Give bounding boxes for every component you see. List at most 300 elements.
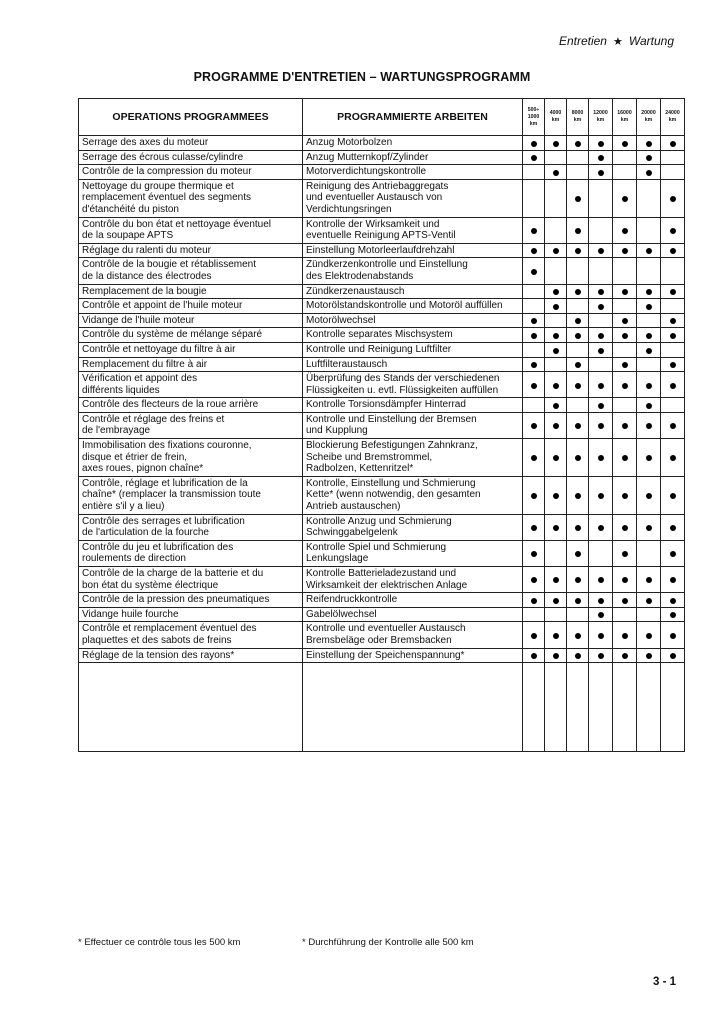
operation-fr-line: Contrôle, réglage et lubrification de la bbox=[82, 477, 248, 489]
bullet-icon bbox=[670, 598, 676, 604]
column-header-interval: 24000 km bbox=[661, 99, 685, 136]
interval-cell bbox=[567, 243, 589, 258]
bullet-icon bbox=[531, 525, 537, 531]
interval-cell bbox=[567, 622, 589, 648]
interval-cell bbox=[567, 398, 589, 413]
bullet-icon bbox=[598, 612, 604, 618]
interval-cell bbox=[567, 217, 589, 243]
operation-fr-line: de l'articulation de la fourche bbox=[82, 527, 209, 539]
interval-cell bbox=[613, 648, 637, 663]
interval-cell bbox=[661, 648, 685, 663]
operation-de-line: Kontrolle Batterieladezustand und bbox=[306, 568, 457, 579]
bullet-icon bbox=[598, 333, 604, 339]
bullet-icon bbox=[598, 525, 604, 531]
bullet-icon bbox=[646, 333, 652, 339]
interval-cell bbox=[545, 372, 567, 398]
interval-cell bbox=[567, 342, 589, 357]
interval-cell bbox=[661, 136, 685, 151]
operation-fr-line: Vidange huile fourche bbox=[82, 608, 179, 620]
bullet-icon bbox=[598, 304, 604, 310]
operation-de-line: Kontrolle und Einstellung der Bremsen bbox=[306, 413, 477, 425]
interval-cell bbox=[613, 313, 637, 328]
interval-cell bbox=[567, 439, 589, 477]
operation-de-line: Überprüfung des Stands der verschiedenen bbox=[306, 373, 500, 385]
operation-fr-cell bbox=[79, 328, 303, 343]
bullet-icon bbox=[598, 423, 604, 429]
bullet-icon bbox=[598, 289, 604, 295]
table-row bbox=[79, 243, 685, 258]
interval-cell bbox=[661, 284, 685, 299]
operation-de-cell bbox=[303, 514, 523, 540]
bullet-icon bbox=[575, 493, 581, 499]
bullet-icon bbox=[553, 304, 559, 310]
bullet-icon bbox=[531, 551, 537, 557]
bullet-icon bbox=[531, 633, 537, 639]
interval-cell bbox=[661, 514, 685, 540]
bullet-icon bbox=[622, 598, 628, 604]
interval-cell bbox=[523, 514, 545, 540]
bullet-icon bbox=[646, 348, 652, 354]
bullet-icon bbox=[670, 525, 676, 531]
bullet-icon bbox=[553, 653, 559, 659]
interval-cell bbox=[637, 313, 661, 328]
bullet-icon bbox=[553, 289, 559, 295]
operation-fr-cell bbox=[79, 412, 303, 438]
operation-de-line: Kontrolle und Reinigung Luftfilter bbox=[306, 343, 452, 355]
operation-fr-line: Contrôle de la compression du moteur bbox=[82, 166, 252, 178]
bullet-icon bbox=[622, 551, 628, 557]
operation-fr-cell bbox=[79, 258, 303, 284]
interval-cell bbox=[567, 567, 589, 593]
interval-cell bbox=[589, 150, 613, 165]
bullet-icon bbox=[670, 248, 676, 254]
interval-cell bbox=[523, 217, 545, 243]
operation-fr-cell bbox=[79, 622, 303, 648]
interval-cell bbox=[567, 648, 589, 663]
table-row bbox=[79, 342, 685, 357]
interval-cell bbox=[613, 299, 637, 314]
bullet-icon bbox=[670, 318, 676, 324]
interval-cell bbox=[637, 412, 661, 438]
operation-fr-line: différents liquides bbox=[82, 384, 160, 396]
bullet-icon bbox=[553, 348, 559, 354]
empty-cell bbox=[613, 663, 637, 752]
operation-de-line: Bremsbeläge oder Bremsbacken bbox=[306, 634, 452, 646]
empty-cell bbox=[79, 663, 303, 752]
interval-cell bbox=[567, 179, 589, 217]
empty-cell bbox=[545, 663, 567, 752]
interval-cell bbox=[523, 439, 545, 477]
interval-cell bbox=[545, 593, 567, 608]
page-number: 3 - 1 bbox=[652, 976, 676, 988]
operation-de-line: Anzug Motorbolzen bbox=[306, 137, 393, 148]
bullet-icon bbox=[646, 455, 652, 461]
interval-cell bbox=[637, 136, 661, 151]
bullet-icon bbox=[531, 653, 537, 659]
interval-cell bbox=[613, 243, 637, 258]
interval-cell bbox=[613, 412, 637, 438]
bullet-icon bbox=[531, 598, 537, 604]
interval-cell bbox=[523, 299, 545, 314]
interval-cell bbox=[613, 607, 637, 622]
operation-fr-cell bbox=[79, 136, 303, 151]
interval-cell bbox=[589, 593, 613, 608]
operation-fr-line: Contrôle et réglage des freins et bbox=[82, 413, 225, 425]
bullet-icon bbox=[531, 269, 537, 275]
interval-cell bbox=[545, 328, 567, 343]
interval-cell bbox=[589, 136, 613, 151]
interval-cell bbox=[545, 150, 567, 165]
interval-cell bbox=[589, 165, 613, 180]
interval-cell bbox=[613, 284, 637, 299]
operation-fr-cell bbox=[79, 179, 303, 217]
bullet-icon bbox=[553, 455, 559, 461]
interval-cell bbox=[637, 328, 661, 343]
interval-cell bbox=[661, 313, 685, 328]
interval-cell bbox=[523, 243, 545, 258]
interval-cell bbox=[661, 439, 685, 477]
interval-cell bbox=[545, 622, 567, 648]
table-header-row bbox=[79, 99, 685, 136]
operation-fr-line: Contrôle de la charge de la batterie et du bbox=[82, 568, 264, 579]
interval-cell bbox=[661, 165, 685, 180]
interval-cell bbox=[567, 593, 589, 608]
interval-cell bbox=[523, 150, 545, 165]
interval-cell bbox=[613, 328, 637, 343]
bullet-icon bbox=[598, 493, 604, 499]
operation-de-cell bbox=[303, 357, 523, 372]
interval-cell bbox=[567, 412, 589, 438]
operation-fr-line: roulements de direction bbox=[82, 553, 186, 565]
operation-de-cell bbox=[303, 179, 523, 217]
table-row bbox=[79, 607, 685, 622]
interval-cell bbox=[589, 258, 613, 284]
interval-cell bbox=[523, 284, 545, 299]
column-header-interval: 20000 km bbox=[637, 99, 661, 136]
bullet-icon bbox=[646, 423, 652, 429]
operation-de-line: Luftfilteraustausch bbox=[306, 358, 388, 370]
operation-de-cell bbox=[303, 243, 523, 258]
interval-cell bbox=[545, 284, 567, 299]
operation-fr-line: de la distance des électrodes bbox=[82, 270, 212, 282]
bullet-icon bbox=[575, 289, 581, 295]
interval-cell bbox=[661, 243, 685, 258]
operation-de-line: Kontrolle Torsionsdämpfer Hinterrad bbox=[306, 399, 466, 411]
bullet-icon bbox=[598, 653, 604, 659]
operation-fr-line: Immobilisation des fixations couronne, bbox=[82, 440, 252, 452]
interval-cell bbox=[637, 342, 661, 357]
table-row bbox=[79, 217, 685, 243]
bullet-icon bbox=[622, 289, 628, 295]
interval-cell bbox=[637, 357, 661, 372]
bullet-icon bbox=[646, 577, 652, 583]
interval-cell bbox=[523, 258, 545, 284]
operation-fr-line: Nettoyage du groupe thermique et bbox=[82, 180, 234, 192]
bullet-icon bbox=[553, 598, 559, 604]
bullet-icon bbox=[646, 383, 652, 389]
interval-cell bbox=[523, 136, 545, 151]
bullet-icon bbox=[598, 455, 604, 461]
operation-de-cell bbox=[303, 342, 523, 357]
interval-cell bbox=[545, 179, 567, 217]
interval-cell bbox=[589, 357, 613, 372]
interval-cell bbox=[523, 567, 545, 593]
interval-cell bbox=[589, 243, 613, 258]
interval-cell bbox=[567, 328, 589, 343]
bullet-icon bbox=[575, 196, 581, 202]
operation-de-line: Flüssigkeiten u. evtl. Flüssigkeiten auffüllen bbox=[306, 384, 499, 396]
bullet-icon bbox=[670, 493, 676, 499]
operation-fr-line: Serrage des écrous culasse/cylindre bbox=[82, 151, 244, 163]
bullet-icon bbox=[531, 455, 537, 461]
table-row bbox=[79, 179, 685, 217]
interval-cell bbox=[567, 357, 589, 372]
operation-de-line: Einstellung Motorleerlaufdrehzahl bbox=[306, 244, 455, 256]
interval-cell bbox=[589, 622, 613, 648]
operation-fr-cell bbox=[79, 567, 303, 593]
interval-cell bbox=[589, 342, 613, 357]
bullet-icon bbox=[622, 248, 628, 254]
bullet-icon bbox=[622, 362, 628, 368]
bullet-icon bbox=[598, 141, 604, 147]
interval-cell bbox=[523, 622, 545, 648]
bullet-icon bbox=[553, 333, 559, 339]
empty-table-row bbox=[79, 663, 685, 752]
bullet-icon bbox=[670, 551, 676, 557]
operation-de-cell bbox=[303, 593, 523, 608]
table-row bbox=[79, 357, 685, 372]
operation-fr-cell bbox=[79, 607, 303, 622]
operation-de-line: Kontrolle der Wirksamkeit und bbox=[306, 218, 440, 230]
interval-cell bbox=[589, 607, 613, 622]
interval-cell bbox=[567, 476, 589, 514]
interval-cell bbox=[567, 540, 589, 566]
bullet-icon bbox=[670, 362, 676, 368]
interval-cell bbox=[589, 398, 613, 413]
bullet-icon bbox=[531, 228, 537, 234]
table-row bbox=[79, 284, 685, 299]
table-row bbox=[79, 299, 685, 314]
bullet-icon bbox=[575, 455, 581, 461]
operation-fr-line: de l'embrayage bbox=[82, 425, 151, 437]
interval-cell bbox=[613, 342, 637, 357]
interval-cell bbox=[523, 372, 545, 398]
page-title: PROGRAMME D'ENTRETIEN – WARTUNGSPROGRAMM bbox=[193, 70, 531, 84]
operation-de-cell bbox=[303, 328, 523, 343]
interval-cell bbox=[613, 593, 637, 608]
empty-cell bbox=[303, 663, 523, 752]
bullet-icon bbox=[670, 333, 676, 339]
operation-de-cell bbox=[303, 439, 523, 477]
operation-fr-cell bbox=[79, 398, 303, 413]
table-row bbox=[79, 328, 685, 343]
interval-cell bbox=[589, 514, 613, 540]
bullet-icon bbox=[553, 170, 559, 176]
operation-fr-line: Remplacement de la bougie bbox=[82, 285, 207, 297]
bullet-icon bbox=[622, 525, 628, 531]
bullet-icon bbox=[531, 362, 537, 368]
operation-de-line: Zündkerzenkontrolle und Einstellung bbox=[306, 259, 468, 271]
bullet-icon bbox=[531, 333, 537, 339]
bullet-icon bbox=[670, 141, 676, 147]
operation-de-line: des Elektrodenabstands bbox=[306, 270, 414, 282]
operation-fr-line: Contrôle de la pression des pneumatiques bbox=[82, 594, 270, 606]
interval-cell bbox=[661, 179, 685, 217]
empty-cell bbox=[637, 663, 661, 752]
operation-fr-line: Contrôle et remplacement éventuel des bbox=[82, 623, 257, 635]
interval-cell bbox=[523, 607, 545, 622]
bullet-icon bbox=[575, 362, 581, 368]
operation-de-line: und Kupplung bbox=[306, 425, 368, 437]
operation-de-cell bbox=[303, 648, 523, 663]
interval-cell bbox=[523, 165, 545, 180]
bullet-icon bbox=[646, 141, 652, 147]
interval-cell bbox=[637, 258, 661, 284]
bullet-icon bbox=[622, 653, 628, 659]
operation-fr-line: axes roues, pignon chaîne* bbox=[82, 463, 204, 475]
bullet-icon bbox=[598, 383, 604, 389]
interval-cell bbox=[523, 476, 545, 514]
interval-cell bbox=[589, 567, 613, 593]
bullet-icon bbox=[598, 248, 604, 254]
interval-cell bbox=[589, 217, 613, 243]
footnote-fr: * Effectuer ce contrôle tous les 500 km bbox=[78, 937, 241, 948]
table-row bbox=[79, 398, 685, 413]
interval-cell bbox=[637, 607, 661, 622]
column-header-interval: 4000 km bbox=[545, 99, 567, 136]
interval-cell bbox=[589, 313, 613, 328]
interval-cell bbox=[567, 165, 589, 180]
operation-de-line: Einstellung der Speichenspannung* bbox=[306, 649, 465, 661]
bullet-icon bbox=[553, 493, 559, 499]
table-row bbox=[79, 136, 685, 151]
empty-cell bbox=[589, 663, 613, 752]
bullet-icon bbox=[622, 493, 628, 499]
empty-cell bbox=[523, 663, 545, 752]
operation-de-cell bbox=[303, 165, 523, 180]
bullet-icon bbox=[646, 403, 652, 409]
interval-cell bbox=[661, 372, 685, 398]
operation-fr-line: Contrôle des flecteurs de la roue arrière bbox=[82, 399, 259, 411]
bullet-icon bbox=[531, 493, 537, 499]
bullet-icon bbox=[598, 348, 604, 354]
bullet-icon bbox=[598, 577, 604, 583]
interval-cell bbox=[661, 258, 685, 284]
bullet-icon bbox=[553, 525, 559, 531]
bullet-icon bbox=[622, 455, 628, 461]
table-row bbox=[79, 648, 685, 663]
interval-cell bbox=[661, 476, 685, 514]
interval-cell bbox=[637, 217, 661, 243]
operation-fr-cell bbox=[79, 357, 303, 372]
bullet-icon bbox=[575, 333, 581, 339]
operation-de-cell bbox=[303, 217, 523, 243]
interval-cell bbox=[637, 165, 661, 180]
interval-cell bbox=[567, 150, 589, 165]
interval-cell bbox=[567, 136, 589, 151]
bullet-icon bbox=[531, 318, 537, 324]
interval-cell bbox=[589, 299, 613, 314]
operation-de-line: Reinigung des Antriebaggregats bbox=[306, 180, 449, 192]
operation-fr-cell bbox=[79, 150, 303, 165]
operation-fr-line: Réglage de la tension des rayons* bbox=[82, 649, 235, 661]
bullet-icon bbox=[598, 403, 604, 409]
interval-cell bbox=[661, 217, 685, 243]
bullet-icon bbox=[670, 383, 676, 389]
bullet-icon bbox=[622, 633, 628, 639]
interval-cell bbox=[545, 136, 567, 151]
bullet-icon bbox=[575, 423, 581, 429]
bullet-icon bbox=[531, 423, 537, 429]
interval-cell bbox=[523, 313, 545, 328]
interval-cell bbox=[661, 299, 685, 314]
bullet-icon bbox=[646, 598, 652, 604]
bullet-icon bbox=[575, 141, 581, 147]
table-row bbox=[79, 593, 685, 608]
bullet-icon bbox=[531, 383, 537, 389]
star-icon: ★ bbox=[612, 35, 623, 48]
bullet-icon bbox=[575, 525, 581, 531]
operation-de-line: Anzug Mutternkopf/Zylinder bbox=[306, 151, 429, 163]
column-header-interval: 12000 km bbox=[589, 99, 613, 136]
interval-cell bbox=[661, 398, 685, 413]
interval-cell bbox=[545, 476, 567, 514]
interval-cell bbox=[523, 540, 545, 566]
interval-cell bbox=[613, 540, 637, 566]
empty-cell bbox=[567, 663, 589, 752]
footnote-de: * Durchführung der Kontrolle alle 500 km bbox=[302, 937, 474, 948]
interval-cell bbox=[613, 514, 637, 540]
operation-de-line: Schwinggabelgelenk bbox=[306, 527, 398, 539]
operation-de-cell bbox=[303, 372, 523, 398]
bullet-icon bbox=[622, 423, 628, 429]
operation-fr-line: chaîne* (remplacer la transmission toute bbox=[82, 489, 261, 501]
interval-cell bbox=[545, 165, 567, 180]
interval-cell bbox=[661, 342, 685, 357]
bullet-icon bbox=[646, 525, 652, 531]
interval-cell bbox=[545, 357, 567, 372]
interval-cell bbox=[637, 150, 661, 165]
interval-cell bbox=[567, 514, 589, 540]
interval-cell bbox=[545, 607, 567, 622]
interval-cell bbox=[523, 648, 545, 663]
bullet-icon bbox=[575, 598, 581, 604]
interval-cell bbox=[545, 299, 567, 314]
interval-cell bbox=[567, 284, 589, 299]
operation-fr-cell bbox=[79, 284, 303, 299]
operation-fr-cell bbox=[79, 514, 303, 540]
operation-de-line: Zündkerzenaustausch bbox=[306, 285, 405, 297]
bullet-icon bbox=[622, 383, 628, 389]
operation-de-line: Radbolzen, Kettenritzel* bbox=[306, 463, 414, 475]
operation-de-cell bbox=[303, 299, 523, 314]
operation-fr-cell bbox=[79, 299, 303, 314]
bullet-icon bbox=[531, 577, 537, 583]
operation-fr-line: Contrôle du système de mélange séparé bbox=[82, 329, 263, 341]
bullet-icon bbox=[553, 383, 559, 389]
interval-cell bbox=[637, 567, 661, 593]
interval-cell bbox=[637, 648, 661, 663]
bullet-icon bbox=[553, 633, 559, 639]
operation-de-cell bbox=[303, 622, 523, 648]
operation-de-line: Lenkungslage bbox=[306, 553, 369, 565]
interval-cell bbox=[637, 398, 661, 413]
interval-cell bbox=[545, 514, 567, 540]
column-header-interval: 16000 km bbox=[613, 99, 637, 136]
table-row bbox=[79, 150, 685, 165]
interval-cell bbox=[567, 258, 589, 284]
column-header-interval: 500÷ 1000 km bbox=[523, 99, 545, 136]
